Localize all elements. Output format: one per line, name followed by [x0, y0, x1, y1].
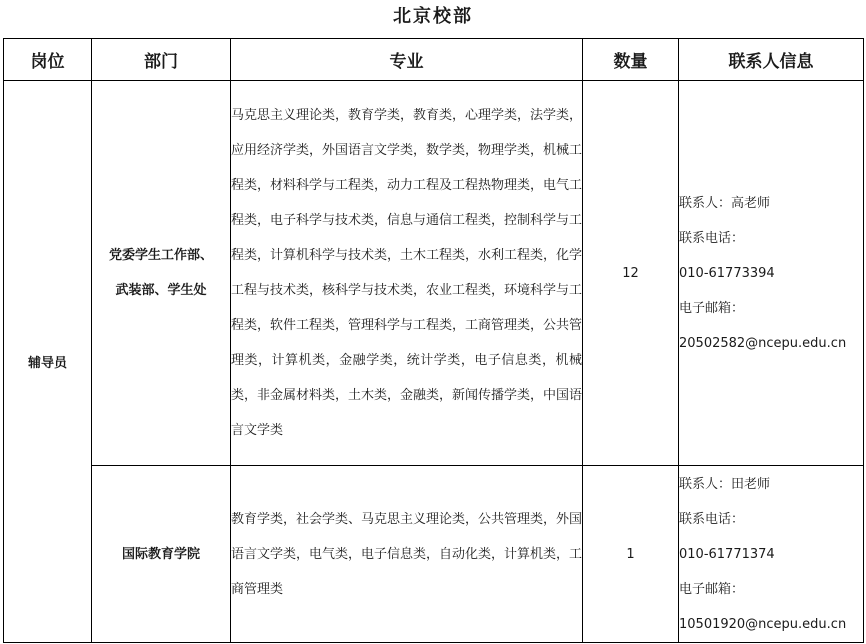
phone-number: 010-61773394: [679, 265, 775, 281]
phone-label: 联系电话：: [679, 511, 745, 527]
department-line: 党委学生工作部、: [108, 248, 213, 263]
major-cell: 教育学类，社会学类、马克思主义理论类，公共管理类，外国语言文学类，电气类，电子信息类，自动化类，计算机类，工商管理类: [231, 466, 583, 643]
major-cell: 马克思主义理论类，教育学类，教育类，心理学类，法学类，应用经济学类，外国语言文学类，数学类，物理学类，机械工程类，材料科学与工程类，动力工程及工程热物理类，电气工程类，电子科学与技术类，信息与通信工程类，控制科学与工程类，计算机科学与技术类，土木工程类，水利工程类，化学工程与技术类，核科学与技术类，农业工程类，环境科学与工程类，软件工程类，管理科学与工程类，工商管理类，公共管理类，计算机类，金融学类，统计学类，电子信息类，机械类，非金属材料类，土木类，金融类，新闻传播学类，中国语言文学类: [231, 81, 583, 466]
contact-cell: [679, 466, 864, 643]
page-title: 北京校部: [393, 6, 473, 27]
phone-number: 010-61771374: [679, 546, 775, 562]
email-label: 电子邮箱：: [679, 300, 745, 316]
post-cell: 辅导员: [4, 81, 92, 643]
contact-cell: [679, 81, 864, 466]
phone-label: 联系电话：: [679, 230, 745, 246]
department-cell: [92, 81, 231, 466]
department-line: 武装部、学生处: [115, 283, 207, 298]
table-row: [4, 466, 864, 643]
email-address: 20502582@ncepu.edu.cn: [679, 335, 847, 351]
email-label: 电子邮箱：: [679, 581, 745, 597]
contact-person: 联系人：高老师: [679, 195, 771, 211]
header-count: 数量: [583, 39, 679, 81]
department-cell: [92, 466, 231, 643]
recruitment-table: [3, 38, 864, 643]
header-post: 岗位: [4, 39, 92, 81]
header-major: 专业: [231, 39, 583, 81]
count-cell: 12: [583, 81, 679, 466]
department-line: 国际教育学院: [121, 546, 200, 562]
header-contact: 联系人信息: [679, 39, 864, 81]
table-row: [4, 81, 864, 466]
header-department: 部门: [92, 39, 231, 81]
contact-person: 联系人：田老师: [679, 476, 771, 492]
count-cell: 1: [583, 466, 679, 643]
email-address: 10501920@ncepu.edu.cn: [679, 616, 847, 632]
table-header-row: [4, 39, 864, 81]
